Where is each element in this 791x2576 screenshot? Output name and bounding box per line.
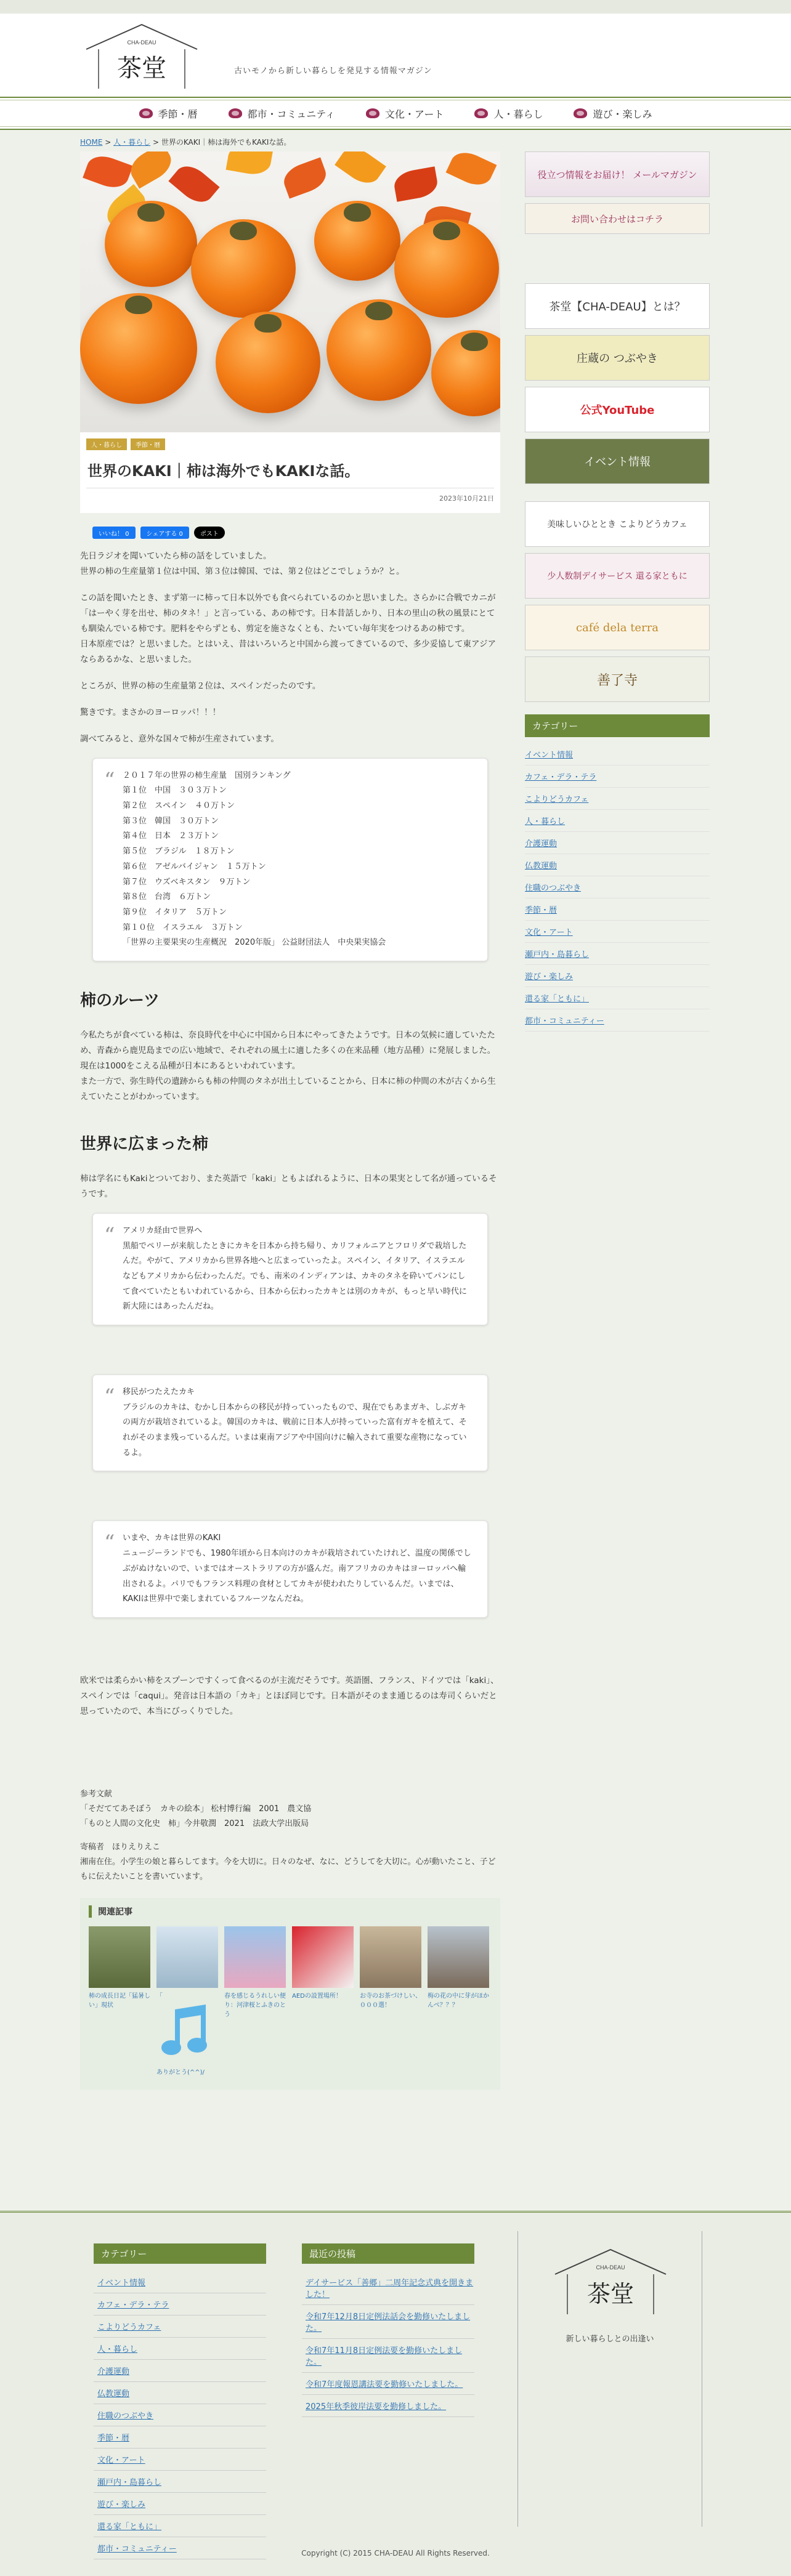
- category-link[interactable]: 遊び・楽しみ: [525, 965, 710, 987]
- category-link[interactable]: 人・暮らし: [525, 810, 710, 832]
- recent-post-link[interactable]: 令和7年度報恩講法要を勤修いたしました。: [302, 2373, 474, 2395]
- footer-category-link[interactable]: 仏教運動: [94, 2382, 266, 2404]
- related-item[interactable]: 「 ありがとう(^^)/: [156, 1926, 218, 2077]
- breadcrumb-current: 世界のKAKI｜柿は海外でもKAKIな話。: [161, 138, 291, 147]
- footer-category-link[interactable]: 季節・暦: [94, 2426, 266, 2449]
- paragraph: この話を聞いたとき、まず第一に柿って日本以外でも食べられているのかと思いました。さらかに合戦でカニが「はーやく芽を出せ、柿のタネ！」と言っている、あの柿です。日本昔話しかり、日本の里山の秋の風景にとても馴染んでいる柿です。肥料をやらずとも、剪定を施さなくとも、たいてい毎年実をつけるあの柿です。 日本原産では？と思いました。とはいえ、昔はいろいろと中国から渡ってきているので、多少妥協して東アジアならあるかな、と思いました。: [80, 592, 496, 664]
- recent-post-link[interactable]: デイサービス「善郷」二周年記念式典を開きました！: [302, 2271, 474, 2305]
- paragraph: 調べてみると、意外な国々で柿が生産されています。: [80, 733, 279, 744]
- nav-item-play[interactable]: 遊び・楽しみ: [574, 107, 652, 121]
- footer-category-link[interactable]: 都市・コミュニティー: [94, 2537, 266, 2559]
- quote-world: “ いまや、カキは世界のKAKI ニュージーランドでも、1980年頃から日本向けのカキが栽培されていたけれど、温度の関係でしぶがぬけないので、いまではオーストラリアの方が盛んだ。南アフリカのカキはヨーロッパへ輸出されるよ。パリでもフランス料理の食材としてカキが使われたりしているんだ。いまでは、KAKIは世界中で楽しまれているフルーツなんだね。: [92, 1520, 488, 1617]
- nav-item-season[interactable]: 季節・暦: [139, 107, 198, 121]
- paragraph: ところが、世界の柿の生産量第２位は、スペインだったのです。: [80, 680, 321, 691]
- category-link[interactable]: 瀬戸内・島暮らし: [525, 943, 710, 965]
- top-band: [0, 0, 791, 14]
- banner-about[interactable]: 茶堂【CHA-DEAU】とは？: [525, 283, 710, 329]
- footer-category-link[interactable]: 瀬戸内・島暮らし: [94, 2471, 266, 2493]
- category-link[interactable]: こよりどうカフェ: [525, 788, 710, 810]
- footer-category-link[interactable]: カフェ・デラ・テラ: [94, 2293, 266, 2316]
- footer-category-link[interactable]: 人・暮らし: [94, 2338, 266, 2360]
- banner-events[interactable]: イベント情報: [525, 438, 710, 484]
- footer-category-heading: カテゴリー: [94, 2243, 266, 2264]
- footer-category-link[interactable]: こよりどうカフェ: [94, 2316, 266, 2338]
- category-link[interactable]: 住職のつぶやき: [525, 876, 710, 898]
- ranking-quote: “ ２０１７年の世界の柿生産量 国別ランキング 第１位 中国 ３０３万トン 第２位 スペイン ４０万トン 第３位 韓国 ３０万トン 第４位 日本 ２３万トン 第５位 ブラジル １８万トン 第６位 アゼルバイジャン １５万トン 第７位 ウズベキスタン ９万トン 第８位 台湾 ６万トン 第９位 イタリア ５万トン 第１０位 イスラエル ３万トン 「世界の主要果実の生産概況 2020年版」 公益財団法人 中央果実協会: [92, 758, 488, 961]
- tag-season[interactable]: 季節・暦: [131, 438, 165, 450]
- thumbnail: [224, 1926, 286, 1988]
- related-item[interactable]: お寺のお茶づけしい、０００選！: [360, 1926, 421, 2077]
- facebook-share-button[interactable]: シェアする 0: [140, 527, 189, 539]
- site-tagline: 古いモノから新しい暮らしを発見する情報マガジン: [234, 67, 432, 76]
- site-header: [0, 14, 791, 97]
- footer-logo-text: 茶堂: [586, 2280, 635, 2307]
- banner-mail-magazine[interactable]: 役立つ情報をお届け！ メールマガジン: [525, 151, 710, 197]
- footer-category-link[interactable]: 介護運動: [94, 2360, 266, 2382]
- tag-life[interactable]: 人・暮らし: [86, 438, 127, 450]
- breadcrumb: HOME > 人・暮らし > 世界のKAKI｜柿は海外でもKAKIな話。: [80, 138, 291, 147]
- category-link[interactable]: 文化・アート: [525, 921, 710, 943]
- related-item[interactable]: AEDの設置場所！: [292, 1926, 354, 2077]
- category-link[interactable]: イベント情報: [525, 743, 710, 765]
- main-column: [80, 137, 500, 2089]
- footer-category-link[interactable]: 遊び・楽しみ: [94, 2493, 266, 2515]
- footer-category-link[interactable]: 文化・アート: [94, 2449, 266, 2471]
- banner-koyorido-cafe[interactable]: 美味しいひととき こよりどうカフェ: [525, 501, 710, 547]
- recent-post-link[interactable]: 令和7年12月8日定例法話会を勤修いたしました。: [302, 2305, 474, 2339]
- flower-icon: [139, 108, 153, 118]
- footer-recent-heading: 最近の投稿: [302, 2243, 474, 2264]
- music-note-icon: [156, 2003, 218, 2065]
- footer-categories: [94, 2243, 266, 2559]
- heading-world: 世界に広まった柿: [80, 1134, 209, 1153]
- recent-post-link[interactable]: 令和7年11月8日定例法要を勤修いたしました。: [302, 2339, 474, 2373]
- banner-tsubuyaki[interactable]: 庄蔵の つぶやき: [525, 335, 710, 381]
- logo-sub: CHA-DEAU: [127, 39, 156, 46]
- nav-item-city[interactable]: 都市・コミュニティ: [229, 107, 335, 121]
- footer-category-link[interactable]: イベント情報: [94, 2271, 266, 2293]
- article-tags: [86, 438, 494, 450]
- thumbnail: [156, 1926, 218, 1988]
- article: [80, 151, 500, 513]
- article-header: [80, 432, 500, 513]
- heading-roots: 柿のルーツ: [80, 991, 160, 1010]
- paragraph: 欧米では柔らかい柿をスプーンですくって食べるのが主流だそうです。英語圏、フランス、ドイツでは「kaki」、スペインでは「caqui」。発音は日本語の「カキ」とほぼ同じです。日本語がそのまま通じるのは寿司くらいだと思っていたので、本当にびっくりでした。: [80, 1675, 499, 1716]
- article-date: 2023年10月21日: [86, 488, 494, 513]
- thumbnail: [292, 1926, 354, 1988]
- nav-item-culture[interactable]: 文化・アート: [366, 107, 444, 121]
- related-item[interactable]: 梅の花の中に芽がほかんぺ？？？: [428, 1926, 489, 2077]
- footer-tagline: 新しい暮らしとの出逢い: [566, 2335, 654, 2344]
- footer-logo-sub: CHA-DEAU: [596, 2264, 625, 2271]
- banner-zenryoji[interactable]: 善了寺: [525, 656, 710, 702]
- paragraph: 驚きです。まさかのヨーロッパ！！！: [80, 707, 221, 717]
- site-footer: [0, 2211, 791, 2576]
- footer-category-link[interactable]: 住職のつぶやき: [94, 2404, 266, 2426]
- thumbnail: [89, 1926, 150, 1988]
- article-body: [80, 549, 500, 1884]
- category-link[interactable]: 仏教運動: [525, 854, 710, 876]
- footer-logo[interactable]: [518, 2231, 703, 2330]
- related-posts: [80, 1898, 500, 2089]
- category-link[interactable]: 季節・暦: [525, 898, 710, 921]
- thumbnail: [428, 1926, 489, 1988]
- banner-youtube[interactable]: 公式YouTube: [525, 387, 710, 432]
- banner-kaeru-ie[interactable]: 少人数制デイサービス 還る家ともに: [525, 553, 710, 599]
- site-logo[interactable]: [80, 20, 203, 94]
- banner-cafe-dela-terra[interactable]: café dela terra: [525, 605, 710, 650]
- related-item[interactable]: 春を感じるうれしい便り：河津桜とふきのとう: [224, 1926, 286, 2077]
- footer-recent-posts: [302, 2243, 474, 2417]
- copyright: Copyright (C) 2015 CHA-DEAU All Rights Reserved.: [301, 2549, 490, 2558]
- banner-contact[interactable]: お問い合わせはコチラ: [525, 203, 710, 234]
- category-link[interactable]: 介護運動: [525, 832, 710, 854]
- paragraph: 先日ラジオを聞いていたら柿の話をしていました。 世界の柿の生産量第１位は中国、第３位は韓国、では、第２位はどこでしょうか？と。: [80, 551, 405, 576]
- breadcrumb-home[interactable]: HOME: [80, 138, 103, 147]
- flower-icon: [474, 108, 488, 118]
- footer-logo-block: [517, 2231, 702, 2527]
- sidebar-category-heading: カテゴリー: [525, 714, 710, 737]
- thumbnail: [360, 1926, 421, 1988]
- article-title: 世界のKAKI｜柿は海外でもKAKIな話。: [87, 462, 360, 480]
- quote-america: “ アメリカ経由で世界へ 黒船でペリーが来航したときにカキを日本から持ち帰り、カリフォルニアとフロリダで栽培したんだ。やがて、アメリカから世界各地へと広まっていったよ。スペイン、イタリア、イスラエルなどもアメリカから伝わったんだ。でも、南米のインディアンは、カキのタネを砕いてパンにして食べていたともいわれているから、日本から伝わったカキとは別のカキが、もっと早い時代に新大陸にはあったんだね。: [92, 1213, 488, 1325]
- nav-item-life[interactable]: 人・暮らし: [474, 107, 543, 121]
- flower-icon: [366, 108, 379, 118]
- breadcrumb-category[interactable]: 人・暮らし: [113, 138, 151, 147]
- related-item[interactable]: 柿の成長日記「猛暑しい」現状: [89, 1926, 150, 2077]
- social-buttons: [80, 513, 500, 549]
- author-bio: 寄稿者 ほりえりえこ 湘南在住。小学生の娘と暮らしてます。今を大切に。日々のなぜ、なに、どうしてを大切に。心が動いたこと、子どもに伝えたいことを書いています。: [80, 1842, 496, 1882]
- recent-post-link[interactable]: 2025年秋季彼岸法要を勤修しました。: [302, 2395, 474, 2417]
- category-link[interactable]: 還る家「ともに」: [525, 987, 710, 1009]
- flower-icon: [229, 108, 242, 118]
- paragraph: 今私たちが食べている柿は、奈良時代を中心に中国から日本にやってきたようです。日本の気候に適していたため、青森から鹿児島までの広い地域で、それぞれの風土に適した多くの在来品種（地方品種）に発展しました。現在は1000をこえる品種が日本にあるといわれています。 また一方で、弥生時代の遺跡からも柿の仲間のタネが出土していることから、日本に柿の仲間の木が古くから生えていたことがわかっています。: [80, 1030, 496, 1102]
- logo-text: 茶堂: [117, 54, 166, 83]
- quote-brazil: “ 移民がつたえたカキ ブラジルのカキは、むかし日本からの移民が持っていったもので、現在でもあまガキ、しぶガキの両方が栽培されているよ。韓国のカキは、戦前に日本人が持っていった富有ガキを植えて、それがそのまま残っているんだ。いまは東南アジアや中国向けに輸入されて重要な産物になっているよ。: [92, 1375, 488, 1471]
- sidebar-category-list: [525, 743, 710, 1032]
- category-link[interactable]: 都市・コミュニティー: [525, 1009, 710, 1032]
- category-link[interactable]: カフェ・デラ・テラ: [525, 765, 710, 788]
- paragraph: 柿は学名にもKakiとついており、また英語で「kaki」ともよばれるように、日本の果実として名が通っているそうです。: [80, 1173, 497, 1199]
- x-post-button[interactable]: ポスト: [194, 527, 225, 539]
- footer-category-link[interactable]: 還る家「ともに」: [94, 2515, 266, 2537]
- references: 参考文献 「そだててあそぼう カキの絵本」 松村博行編 2001 農文協 「ものと人間の文化史 柿」今井敬潤 2021 法政大学出版局: [80, 1789, 312, 1828]
- related-heading: 関連記事: [89, 1905, 492, 1918]
- facebook-like-button[interactable]: いいね！ 0: [92, 527, 136, 539]
- global-nav: [0, 97, 791, 130]
- sidebar: [525, 151, 710, 1032]
- hero-image-persimmons: [80, 151, 500, 432]
- flower-icon: [574, 108, 587, 118]
